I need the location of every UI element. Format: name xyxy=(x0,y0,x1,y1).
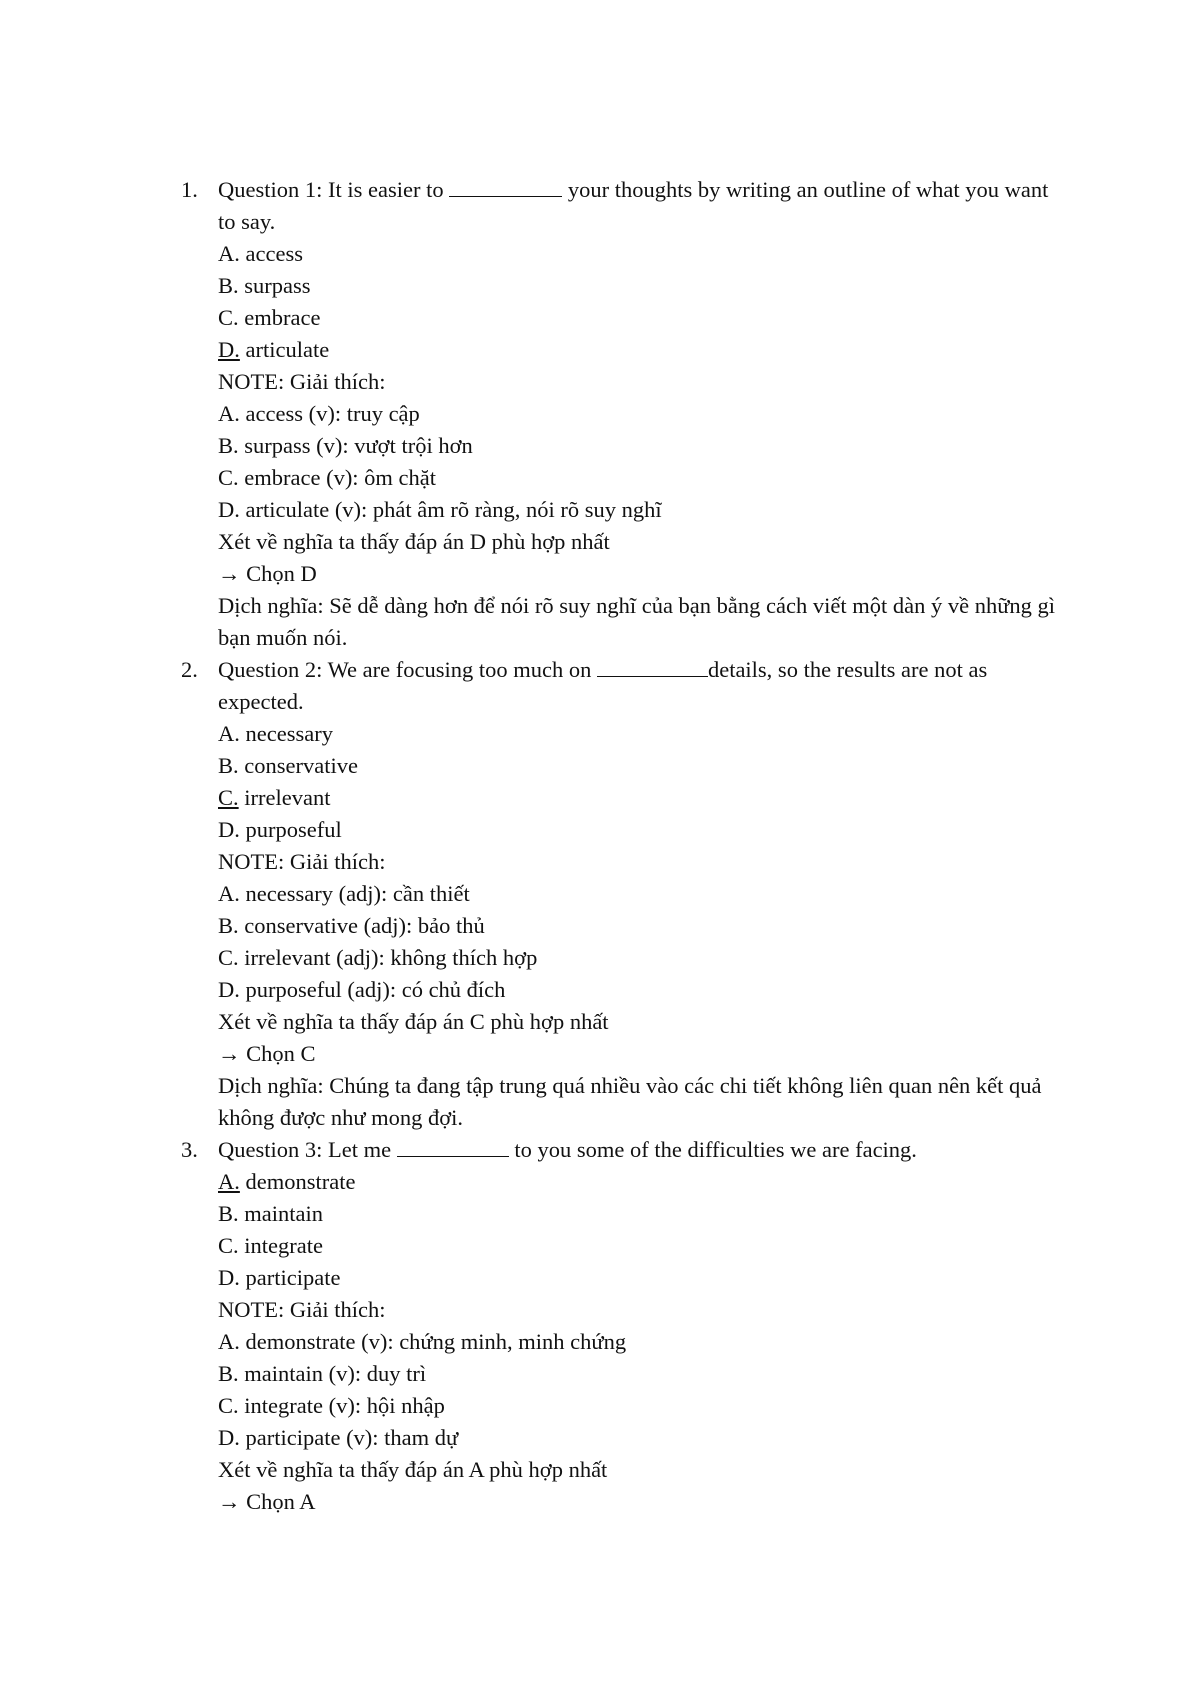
option-letter: B. xyxy=(218,753,239,778)
option-d xyxy=(218,814,1060,846)
option-c xyxy=(218,302,1060,334)
explanation-line: A. access (v): truy cập xyxy=(218,401,420,426)
conclusion-line: Xét về nghĩa ta thấy đáp án C phù hợp nhất xyxy=(218,1009,609,1034)
explanation-line: D. purposeful (adj): có chủ đích xyxy=(218,977,506,1002)
option-text: integrate xyxy=(238,1233,323,1258)
option-d xyxy=(218,1262,1060,1294)
note-heading: NOTE: Giải thích: xyxy=(218,849,386,874)
option-c xyxy=(218,1230,1060,1262)
conclusion-line: Xét về nghĩa ta thấy đáp án A phù hợp nhất xyxy=(218,1457,608,1482)
option-d-correct xyxy=(218,334,1060,366)
question-number: 1. xyxy=(181,177,198,202)
option-text: embrace xyxy=(238,305,321,330)
question-body xyxy=(218,174,1060,654)
translation: Dịch nghĩa: Chúng ta đang tập trung quá nhiều vào các chi tiết không liên quan nên kết quả không được như mong đợi. xyxy=(218,1073,1042,1130)
option-letter: B. xyxy=(218,1201,239,1226)
translation: Dịch nghĩa: Sẽ dễ dàng hơn để nói rõ suy nghĩ của bạn bằng cách viết một dàn ý về những gì bạn muốn nói. xyxy=(218,593,1056,650)
note-heading: NOTE: Giải thích: xyxy=(218,1297,386,1322)
explanation-line: B. surpass (v): vượt trội hơn xyxy=(218,433,473,458)
answer-blank xyxy=(397,1136,509,1157)
option-text: surpass xyxy=(238,273,311,298)
option-text: participate xyxy=(239,1265,341,1290)
stem-before: Question 1: It is easier to xyxy=(218,177,450,202)
stem-after: to you some of the difficulties we are facing. xyxy=(508,1137,917,1162)
question-body xyxy=(218,1134,1060,1518)
question-item xyxy=(0,1134,1200,1518)
question-stem xyxy=(218,654,1060,718)
option-text: articulate xyxy=(239,337,330,362)
stem-before: Question 2: We are focusing too much on xyxy=(218,657,597,682)
option-text: demonstrate xyxy=(239,1169,356,1194)
option-letter-underlined: C. xyxy=(218,785,239,810)
explanation-line: B. maintain (v): duy trì xyxy=(218,1361,427,1386)
option-text: maintain xyxy=(238,1201,323,1226)
explanation-line: B. conservative (adj): bảo thủ xyxy=(218,913,485,938)
answer-choice: → Chọn D xyxy=(218,561,317,586)
answer-choice: → Chọn A xyxy=(218,1489,316,1514)
answer-blank xyxy=(449,176,562,197)
question-stem xyxy=(218,1134,1060,1166)
option-c-correct xyxy=(218,782,1060,814)
explanation-line: A. demonstrate (v): chứng minh, minh chứng xyxy=(218,1329,627,1354)
answer-blank xyxy=(597,656,708,677)
explanation-line: D. participate (v): tham dự xyxy=(218,1425,459,1450)
option-a xyxy=(218,718,1060,750)
option-letter-underlined: D. xyxy=(218,337,240,362)
conclusion-line: Xét về nghĩa ta thấy đáp án D phù hợp nhất xyxy=(218,529,610,554)
option-letter: A. xyxy=(218,241,240,266)
option-b xyxy=(218,270,1060,302)
answer-choice: → Chọn C xyxy=(218,1041,316,1066)
option-text: conservative xyxy=(238,753,358,778)
option-text: purposeful xyxy=(239,817,342,842)
question-stem xyxy=(218,174,1060,238)
explanation-line: C. integrate (v): hội nhập xyxy=(218,1393,445,1418)
option-letter: D. xyxy=(218,1265,240,1290)
stem-before: Question 3: Let me xyxy=(218,1137,397,1162)
question-item xyxy=(0,654,1200,1134)
stem-after: your thoughts by writing an outline of what you want to say. xyxy=(218,177,1049,234)
option-b xyxy=(218,1198,1060,1230)
explanation-line: A. necessary (adj): cần thiết xyxy=(218,881,470,906)
option-letter: C. xyxy=(218,305,239,330)
note-heading: NOTE: Giải thích: xyxy=(218,369,386,394)
option-text: necessary xyxy=(239,721,333,746)
question-list xyxy=(0,174,1200,1518)
question-item xyxy=(0,174,1200,654)
option-letter: A. xyxy=(218,721,240,746)
option-letter-underlined: A. xyxy=(218,1169,240,1194)
option-letter: C. xyxy=(218,1233,239,1258)
stem-after: details, so the results are not as expected. xyxy=(218,657,988,714)
question-number: 3. xyxy=(181,1137,198,1162)
question-number: 2. xyxy=(181,657,198,682)
option-letter: B. xyxy=(218,273,239,298)
option-a-correct xyxy=(218,1166,1060,1198)
option-a xyxy=(218,238,1060,270)
explanation-line: D. articulate (v): phát âm rõ ràng, nói rõ suy nghĩ xyxy=(218,497,662,522)
option-text: irrelevant xyxy=(238,785,331,810)
explanation-line: C. embrace (v): ôm chặt xyxy=(218,465,437,490)
explanation-line: C. irrelevant (adj): không thích hợp xyxy=(218,945,538,970)
option-text: access xyxy=(239,241,303,266)
option-b xyxy=(218,750,1060,782)
question-body xyxy=(218,654,1060,1134)
option-letter: D. xyxy=(218,817,240,842)
